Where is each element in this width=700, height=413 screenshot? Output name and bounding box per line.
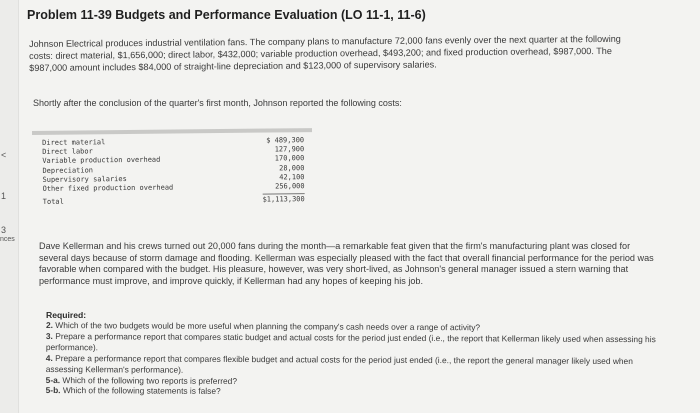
intro-paragraph: Johnson Electrical produces industrial ventilation fans. The company plans to manufacture 72,000 fans evenly over the next quarter at the following costs: direct material, $1,656,000; direct labor, $432,000; variable production overhead, $493,200; and fixed production overhead, $987,000. The $987,000 amount includes $84,000 of straight-line depreciation and $123,000 of supervisory salaries. (29, 33, 621, 73)
problem-title: Problem 11-39 Budgets and Performance Evaluation (LO 11-1, 11-6) (27, 8, 426, 22)
list-item (46, 331, 658, 356)
costs-intro-text: Shortly after the conclusion of the quarter's first month, Johnson reported the following costs: (33, 98, 402, 108)
list-item (46, 385, 658, 399)
requirement-number: 4. (45, 352, 53, 363)
sidebar-mark: 3 (1, 225, 7, 235)
total-value: $1,113,300 (262, 195, 305, 204)
list-item (46, 353, 658, 378)
requirement-text: Which of the two budgets would be more useful when planning the company's cash needs over a range of activity? (55, 320, 481, 333)
scenario-paragraph: Dave Kellerman and his crews turned out 20,000 fans during the month—a remarkable feat given that the firm's manufacturing plant was closed for several days because of storm damage and flooding. Kellerman was especially pleased with the fact that overall financial performance for the period was favorable when compared with the budget. His pleasure, however, was very short-lived, as Johnson's general manager issued a stern warning that performance must improve, and improve quickly, if Kellerman had any hopes of keeping his job. (39, 241, 654, 286)
requirement-text: Prepare a performance report that compares flexible budget and actual costs for the period just ended (i.e., the report the general manager likely used when assessing Kellerman's performance). (45, 352, 633, 375)
table-row (33, 182, 313, 194)
table-header-bar (32, 128, 312, 135)
cost-label: Depreciation (42, 165, 94, 175)
cost-label: Supervisory salaries (42, 174, 127, 184)
left-sidebar (0, 0, 19, 413)
requirements-list (46, 320, 658, 400)
requirement-text: Prepare a performance report that compares static budget and actual costs for the period just ended (i.e., the report that Kellerman likely used when assessing his performance). (45, 330, 656, 353)
cost-label: Other fixed production overhead (42, 183, 174, 193)
required-heading: Required: (46, 310, 87, 320)
total-label: Total (42, 197, 64, 207)
cost-label: Direct labor (42, 147, 93, 157)
sidebar-references-label[interactable]: nces (0, 236, 15, 243)
sidebar-mark: 1 (1, 191, 7, 201)
cost-value: 256,000 (275, 182, 305, 191)
cost-value: 28,000 (279, 163, 305, 172)
requirement-number: 3. (45, 330, 53, 341)
cost-value: 42,100 (279, 172, 305, 182)
requirement-text: Which of the following two reports is preferred? (62, 374, 238, 386)
cost-label: Direct material (42, 138, 106, 147)
collapse-chevron-icon[interactable]: < (1, 150, 7, 160)
requirement-number: 2. (45, 320, 53, 331)
cost-table (32, 128, 313, 207)
cost-value: 127,900 (274, 145, 305, 154)
requirement-number: 5-a. (45, 374, 61, 385)
cost-value: $ 489,300 (266, 136, 305, 145)
cost-value: 170,000 (274, 154, 305, 163)
requirement-number: 5-b. (45, 385, 61, 396)
table-total-row (33, 195, 313, 207)
cost-label: Variable production overhead (42, 156, 161, 166)
problem-content (20, 0, 700, 413)
requirement-text: Which of the following statements is false? (62, 385, 221, 397)
